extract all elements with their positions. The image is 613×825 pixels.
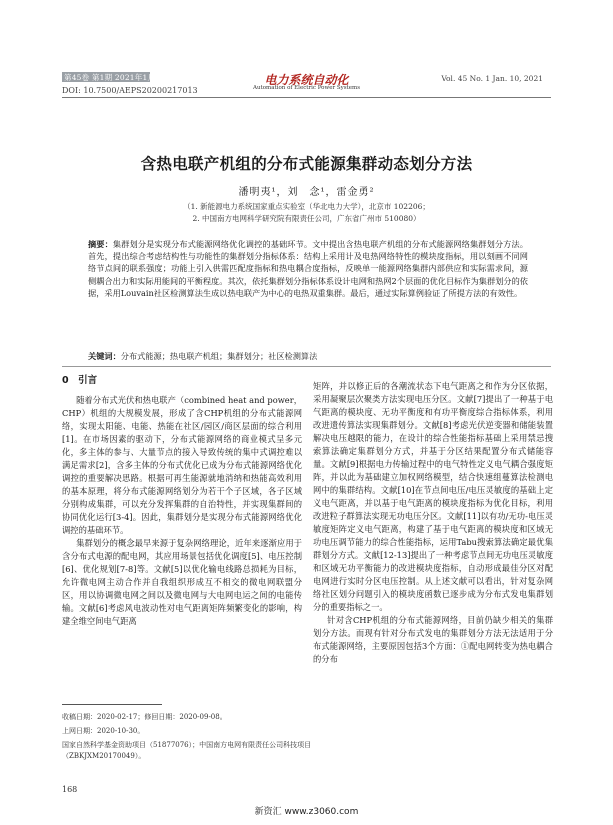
footnote-received: 收稿日期：2020-02-17；修回日期：2020-09-08。	[62, 713, 227, 721]
watermark-text: 新资汇 www.z3060.com	[254, 807, 359, 817]
paper-title: 含热电联产机组的分布式能源集群动态划分方法	[140, 155, 473, 173]
keywords	[88, 351, 528, 362]
journal-header	[0, 0, 613, 95]
page-number: 168	[62, 785, 78, 794]
paragraph: 矩阵，并以修正后的各潮流状态下电气距离之和作为分区依据，采用凝聚层次聚类方法实现电压分区。文献[7]提出了一种基于电气距离的模块度、无功平衡度和有功平衡度综合指标体系，利用改进遗传算法实现集群划分。文献[8]考虑光伏逆变器和储能装置解决电压越限的能力，在设计的综合性能指标基础上采用禁忌搜索算法确定集群划分方式，并基于分区结果配置分布式储能容量。文献[9]根据电力传输过程中的电气特性定义电气耦合强度矩阵，并以此为基础建立加权网络模型，结合快速组蔓算法检测电网中的集群结构。文献[10]在节点间电压/电压灵敏度的基础上定义电气距离，并以基于电气距离的模块度指标为优化目标，利用改进粒子群算法实现无功电压分区。文献[11]以有功/无功-电压灵敏度矩阵定义电气距离，构建了基于电气距离的模块度和区域无功电压调节能力的综合性能指标，运用Tabu搜索算法确定最优集群划分方式。文献[12-13]提出了一种考虑节点间无功电压灵敏度和区域无功平衡能力的改进模块度指标，自动形成最佳分区对配电网进行实时分区电压控制。从上述文献可以看出，针对复杂网络社区划分问题引入的模块度函数已逐步成为分布式发电集群划分的重要指标之一。	[313, 381, 553, 612]
section-title-introduction: 0 引言	[62, 375, 98, 386]
left-column	[62, 374, 302, 628]
header-divider	[62, 97, 551, 98]
footnote-online: 上网日期：2020-10-30。	[62, 727, 145, 735]
abstract-text: 集群划分是实现分布式能源网络优化调控的基础环节。文中提出含热电联产机组的分布式能源网络集群划分方法。首先，提出综合考虑结构性与功能性的集群划分指标体系：结构上采用计及电热网络特性的模块度指标，用以刻画不同网络节点间的联系强度；功能上引入供需匹配度指标和热电耦合度指标，反映单一能源网络集群内部供应和实际需求间，源侧耦合出力和实际用能间的平衡程度。其次，依托集群划分指标体系设计电网和热网2个层面的优化目标作为集群划分的依据，采用Louvain社区检测算法生成以热电联产为中心的电热双重集群。最后，通过实际算例验证了所提方法的有效性。	[88, 239, 528, 298]
paragraph: 集群划分的概念最早来源于复杂网络理论，近年来逐渐应用于含分布式电源的配电网，其应用场景包括优化调度[5]、电压控制[6]、优化规划[7-8]等。文献[5]以优化输电线路总损耗为目标，允许微电网主动合作并自我组织形成互不相交的微电网联盟分区，用以协调微电网之间以及微电网与大电网电运之间的电能传输。文献[6]考虑风电波动性对电气距离矩阵频繁变化的影响，构建全维空间电气距离	[62, 538, 302, 626]
keywords-divider	[62, 366, 551, 367]
volume-info: Vol. 45 No. 1 Jan. 10, 2021	[441, 74, 543, 83]
journal-logo: 电力系统自动化	[264, 73, 349, 87]
keywords-text: 分布式能源；热电联产机组；集群划分；社区检测算法	[120, 351, 318, 361]
issue-info: 第45卷 第1期 2021年1月10日	[64, 73, 173, 82]
abstract	[88, 238, 528, 299]
paragraph: 针对含CHP机组的分布式能源网络，目前仍缺少相关的集群划分方法。而现有针对分布式发电的集群划分方法无法适用于分布式能源网络，主要原因包括3个方面：①配电网转变为热电耦合的分布	[313, 615, 553, 664]
paragraph: 随着分布式光伏和热电联产（combined heat and power，CHP）机组的大规模发展，形成了含CHP机组的分布式能源网络，实现太阳能、电能、热能在社区/园区/商区层面的综合利用[1]。在市场因素的驱动下，分布式能源网络的商业模式呈多元化，多主体的参与、大量节点的接入导致传统的集中式调控难以满足需求[2]，含多主体的分布式优化已成为分布式能源网络优化调控的重要解决思路。根据可再生能源就地消纳和热能高效利用的基本原理，将分布式能源网络划分为若干个子区域，各子区域分别构成集群，可以充分发挥集群的自治特性，并实现集群间的协同优化运行[3-4]。因此，集群划分是实现分布式能源网络优化调控的基础环节。	[62, 395, 302, 535]
right-column	[313, 380, 553, 666]
journal-name-en: Automation of Electric Power Systems	[252, 85, 361, 91]
affiliation-1: （1. 新能源电力系统国家重点实验室（华北电力大学），北京市 102206；	[183, 202, 430, 211]
footnote-funding: 国家自然科学基金资助项目（51877076）；中国南方电网有限责任公司科技项目（ZBKJXM20170049）。	[62, 741, 312, 760]
footnote-divider	[62, 704, 162, 705]
authors: 潘明夷¹，刘 念¹，雷金勇²	[238, 187, 375, 198]
affiliation-2: 2. 中国南方电网科学研究院有限责任公司，广东省广州市 510080）	[192, 214, 421, 223]
doi: DOI: 10.7500/AEPS20200217013	[62, 86, 198, 95]
abstract-label: 摘要：	[88, 239, 113, 249]
keywords-label: 关键词：	[88, 351, 121, 361]
